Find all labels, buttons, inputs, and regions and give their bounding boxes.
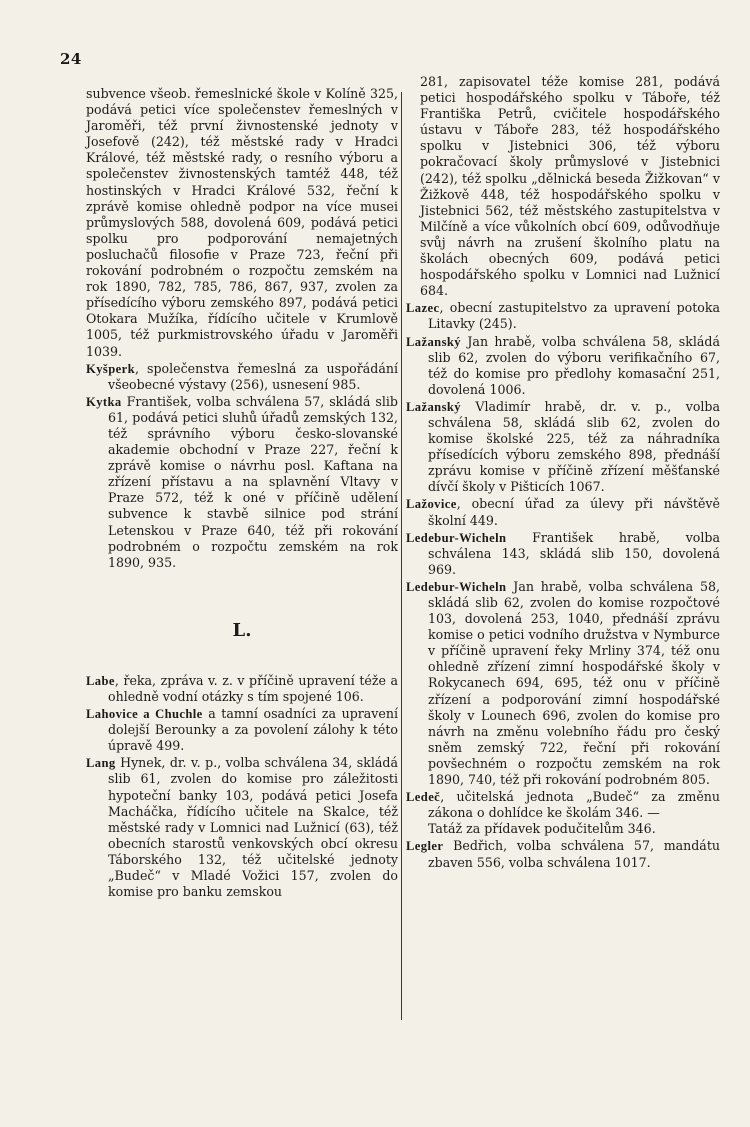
entry-text: Hynek, dr. v. p., volba schválena 34, skládá slib 61, zvolen do komise pro záležitosti hypoteční banky 103, podává petici Josefa Macháčka, řídícího učitele na Skalce, též městské rady v Lomnici nad Lužnicí (63), též obecních starostů venkovských obcí okresu Táborského 132, též učitelské jednoty „Budeč“ v Mladé Vožici 157, zvolen do komise pro banku zemskou: [108, 755, 398, 900]
entry-text: subvence všeob. řemeslnické škole v Kolíně 325, podává petici více společenstev řemeslných v Jaroměři, též první živnostenské jednoty v Josefově (242), též městské rady v Hradci Králové, též městské rady, o resního výboru a společenstev živnostenských tamtéž 448, též hostinských v Hradci Králové 532, řeční k zprávě komise ohledně podpor na více musei průmyslových 588, dovolená 609, podává petici spolku pro podporování nemajetných posluchačů filosofie v Praze 723, řeční při rokování podrobném o rozpočtu zemském na rok 1890, 782, 785, 786, 867, 937, zvolen za přísedícího výboru zemského 897, podává petici Otokara Mužíka, řídícího učitele v Krumlově 1005, též purkmistrovského úřadu v Jaroměři 1039.: [86, 86, 398, 359]
entry-headword: Ledeč: [406, 790, 441, 805]
left-column: [86, 86, 398, 901]
entry-text: , obecní úřad za úlevy při návštěvě školní 449.: [428, 496, 720, 528]
index-entry: [406, 334, 720, 398]
entry-text: Bedřich, volba schválena 57, mandátu zbaven 556, volba schválena 1017.: [428, 838, 720, 870]
section-letter: L.: [232, 619, 252, 641]
entry-text: František hrabě, volba schválena 143, skládá slib 150, dovolená 969.: [428, 529, 720, 577]
entry-headword: Lahovice a Chuchle: [86, 707, 203, 722]
entry-headword: Labe: [86, 673, 115, 688]
index-entry: [406, 74, 720, 299]
entry-headword: Ledebur-Wicheln: [406, 530, 507, 545]
entry-text: , společenstva řemeslná za uspořádání všeobecné výstavy (256), usnesení 985.: [108, 360, 398, 392]
index-entry: [86, 755, 398, 900]
entry-headword: Lažovice: [406, 497, 457, 512]
index-entry: [406, 530, 720, 578]
entry-headword: Lang: [86, 756, 116, 771]
entry-text: , obecní zastupitelstvo za upravení potoka Litavky (245).: [428, 300, 720, 332]
entry-text: Jan hrabě, volba schválena 58, skládá slib 62, zvolen do komise rozpočtové 103, dovolená 253, 1040, přednáší zprávu komise o petici vodního družstva v Nymburce v příčině upravení řeky Mrliny 374, též onu ohledně zřízení zimní hospodářské školy v Rokycanech 694, 695, též onu v příčině zřízení a podporování zimní hospodářské školy v Lounech 696, zvolen do komise pro návrh na změnu volebního řádu pro český sněm zemský 722, řeční při rokování povšechném o rozpočtu zemském na rok 1890, 740, též při rokování podrobném 805.: [428, 578, 720, 788]
index-entry: [86, 673, 398, 705]
index-entry: [406, 579, 720, 788]
index-entry-continuation: [406, 821, 720, 837]
index-entry: [406, 789, 720, 821]
entry-text: Jan hrabě, volba schválena 58, skládá slib 62, zvolen do výboru verifikačního 67, též do komise pro předlohy komasační 251, dovolená 1006.: [428, 333, 720, 397]
entry-headword: Lažanský: [406, 399, 461, 414]
entry-text: 281, zapisovatel téže komise 281, podává petici hospodářského spolku v Táboře, též Františka Petrů, cvičitele hospodářského ústavu v Táboře 283, též hospodářského spolku v Jistebnici 306, též výboru pokračovací školy průmyslové v Jistebnici (242), též spolku „dělnická beseda Žižkovan“ v Žižkově 448, též hospodářského spolku v Jistebnici 562, též městského zastupitelstva v Milčíně a více vůkolních obcí 609, odůvodňuje svůj návrh na zrušení školního platu na školách obecných 609, podává petici hospodářského spolku v Lomnici nad Lužnicí 684.: [420, 74, 720, 299]
entry-text: František, volba schválena 57, skládá slib 61, podává petici sluhů úřadů zemských 132, též správního výboru česko-slovanské akademie obchodní v Praze 227, řeční k zprávě komise o návrhu posl. Kaftana na zřízení přístavu a na splavnění Vltavy v Praze 572, též k oné v příčině udělení subvence k stavbě silnice pod strání Letenskou v Praze 640, též při rokování podrobném o rozpočtu zemském na rok 1890, 935.: [108, 393, 398, 570]
entry-headword: Legler: [406, 839, 444, 854]
index-entry: [406, 838, 720, 870]
entry-text: Tatáž za přídavek podučitelům 346.: [428, 821, 656, 837]
index-entry: [406, 300, 720, 332]
entry-text: , učitelská jednota „Budeč“ za změnu zákona o dohlídce ke školám 346. —: [428, 789, 720, 821]
index-entry: [86, 361, 398, 393]
entry-headword: Lažanský: [406, 334, 461, 349]
entry-text: a tamní osadníci za upravení dolejší Berounky a za povolení zálohy k této úpravě 499.: [108, 706, 398, 754]
index-entry: [86, 394, 398, 571]
entry-headword: Kytka: [86, 394, 122, 409]
index-entry: [406, 399, 720, 496]
entry-headword: Kyšperk: [86, 361, 135, 376]
column-divider: [401, 92, 402, 1020]
page-number: 24: [60, 50, 82, 68]
index-entry: [406, 496, 720, 528]
entry-text: Vladimír hrabě, dr. v. p., volba schválena 58, skládá slib 62, zvolen do komise školské 225, též za náhradníka přísedících výboru zemského 898, přednáší zprávu komise v příčině zřízení měšťanské dívčí školy v Pišticích 1067.: [428, 398, 720, 495]
entry-headword: Lazec: [406, 301, 440, 316]
entry-text: , řeka, zpráva v. z. v příčině upravení téže a ohledně vodní otázky s tím spojené 106.: [108, 672, 398, 704]
right-column: [406, 74, 720, 872]
index-entry: [86, 86, 398, 360]
entry-headword: Ledebur-Wicheln: [406, 579, 507, 594]
index-entry: [86, 706, 398, 754]
